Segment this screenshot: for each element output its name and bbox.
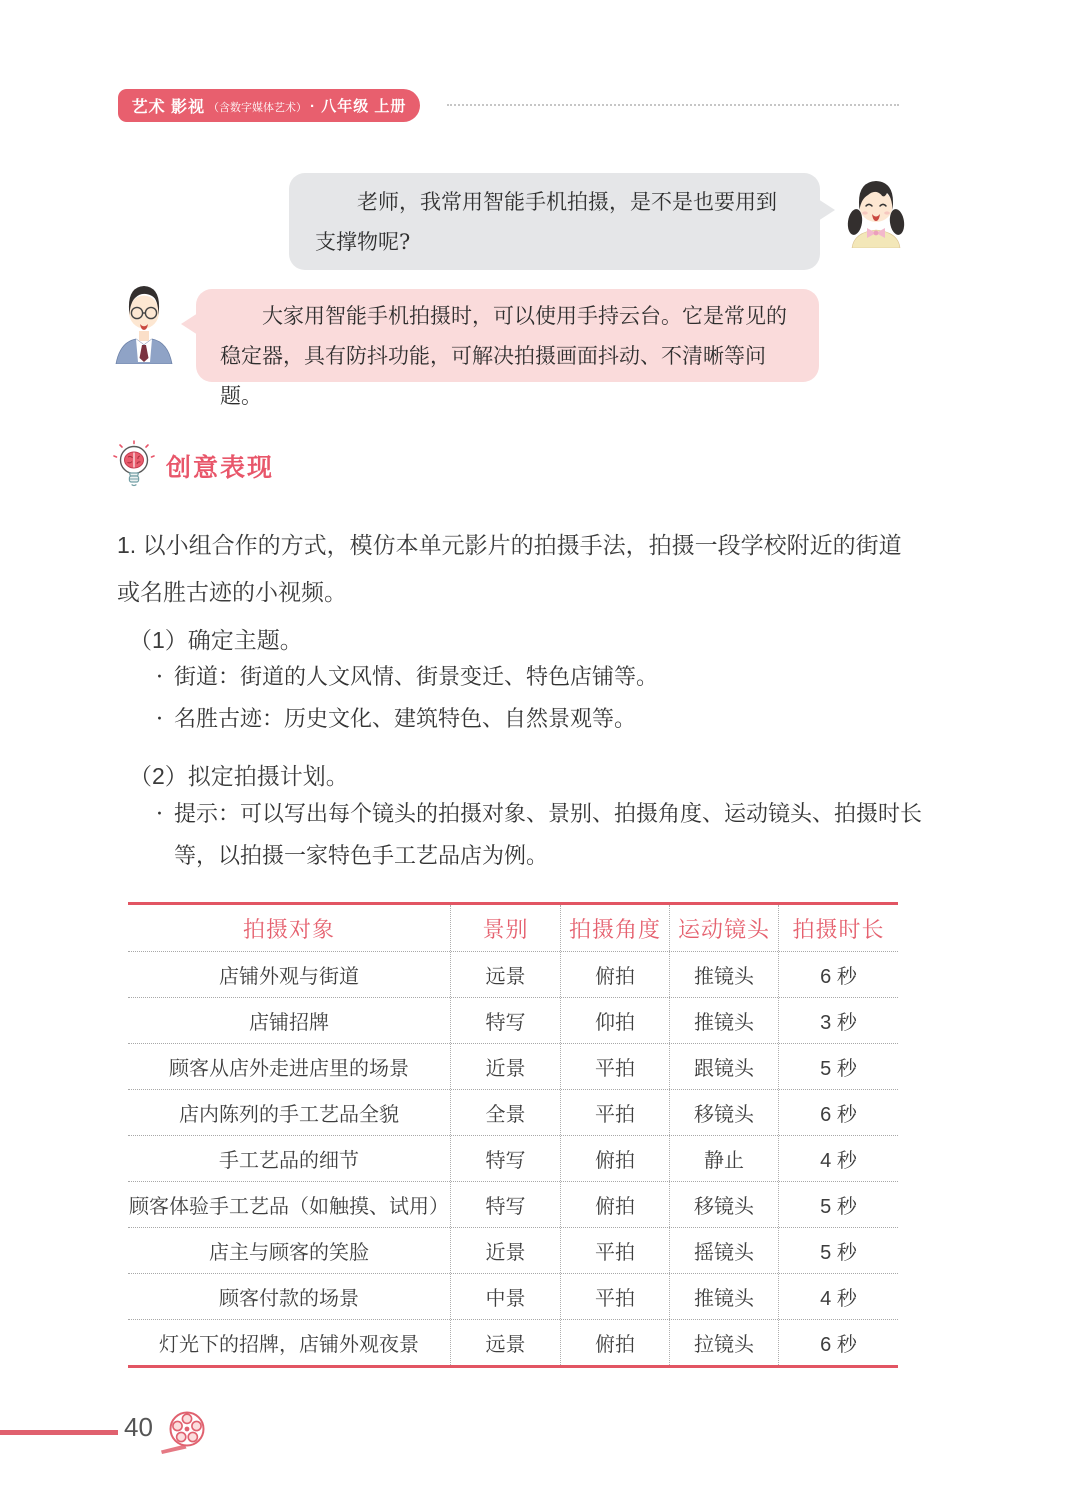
table-cell: 推镜头: [670, 952, 779, 997]
table-row: [128, 1227, 898, 1273]
badge-grade: · 八年级 上册: [310, 98, 407, 115]
bullet-heritage: [138, 699, 922, 741]
footer-red-bar: [0, 1430, 118, 1435]
table-cell: 远景: [451, 952, 561, 997]
table-cell: 拉镜头: [670, 1320, 779, 1365]
table-cell: 顾客付款的场景: [128, 1274, 451, 1319]
bullet-hint: [138, 794, 922, 878]
table-cell: 平拍: [561, 1090, 670, 1135]
column-header: 拍摄时长: [792, 916, 885, 942]
badge-subtitle: （含数字媒体艺术）: [208, 101, 308, 114]
table-cell: 4 秒: [820, 1150, 857, 1172]
step-2-label: （2）拟定拍摄计划。: [129, 763, 349, 789]
page-number: 40: [124, 1412, 153, 1442]
table-cell: 特写: [451, 998, 561, 1043]
table-cell: 6 秒: [820, 966, 857, 988]
table-row: [128, 1089, 898, 1135]
table-cell: 移镜头: [670, 1182, 779, 1227]
badge-subject: 艺术 影视: [131, 99, 206, 116]
table-cell: 3 秒: [820, 1012, 857, 1034]
table-cell: 店内陈列的手工艺品全貌: [128, 1090, 451, 1135]
bullet-dot: ·: [156, 707, 163, 732]
bullet-street-text: 街道：街道的人文风情、街景变迁、特色店铺等。: [174, 665, 659, 690]
table-cell: 推镜头: [670, 1274, 779, 1319]
film-reel-icon: [160, 1404, 206, 1461]
table-cell: 店铺外观与街道: [128, 952, 451, 997]
table-cell: 推镜头: [670, 998, 779, 1043]
table-cell: 6 秒: [820, 1334, 857, 1356]
table-cell: 平拍: [561, 1044, 670, 1089]
column-header: 拍摄对象: [128, 905, 451, 951]
table-cell: 俯拍: [561, 1182, 670, 1227]
table-row: [128, 1319, 898, 1365]
student-speech-bubble: [289, 173, 820, 270]
table-row: [128, 1043, 898, 1089]
table-row: [128, 1273, 898, 1319]
teacher-speech-bubble: [196, 289, 819, 408]
bullet-dot: ·: [156, 802, 163, 827]
bullet-heritage-text: 名胜古迹：历史文化、建筑特色、自然景观等。: [174, 707, 637, 732]
table-cell: 4 秒: [820, 1288, 857, 1310]
lightbulb-brain-icon: [112, 440, 156, 492]
table-cell: 特写: [451, 1136, 561, 1181]
table-cell: 俯拍: [561, 952, 670, 997]
column-header: 运动镜头: [670, 905, 779, 951]
table-cell: 特写: [451, 1182, 561, 1227]
shooting-plan-table: [128, 902, 898, 1368]
chapter-header-badge: [118, 89, 420, 122]
table-cell: 静止: [670, 1136, 779, 1181]
teacher-avatar: [112, 282, 176, 369]
table-row: [128, 997, 898, 1043]
step-1-label: （1）确定主题。: [129, 627, 303, 653]
table-cell: 6 秒: [820, 1104, 857, 1126]
section-title: 创意表现: [166, 454, 275, 482]
table-header-row: [128, 905, 898, 951]
header-dotted-rule: [447, 104, 899, 106]
table-cell: 近景: [451, 1044, 561, 1089]
table-row: [128, 951, 898, 997]
table-cell: 摇镜头: [670, 1228, 779, 1273]
table-cell: 店主与顾客的笑脸: [128, 1228, 451, 1273]
table-cell: 远景: [451, 1320, 561, 1365]
student-speech-text: 老师，我常用智能手机拍摄，是不是也要用到支撑物呢?: [315, 190, 777, 254]
shooting-plan-body: [128, 951, 898, 1365]
task-item-1: 1. 以小组合作的方式，模仿本单元影片的拍摄手法，拍摄一段学校附近的街道或名胜古迹的小视频。: [117, 532, 902, 605]
column-header: 景别: [451, 905, 561, 951]
table-cell: 店铺招牌: [128, 998, 451, 1043]
table-cell: 中景: [451, 1274, 561, 1319]
table-cell: 近景: [451, 1228, 561, 1273]
table-cell: 平拍: [561, 1228, 670, 1273]
table-cell: 跟镜头: [670, 1044, 779, 1089]
table-cell: 5 秒: [820, 1242, 857, 1264]
table-cell: 俯拍: [561, 1136, 670, 1181]
table-cell: 灯光下的招牌，店铺外观夜景: [128, 1320, 451, 1365]
table-cell: 5 秒: [820, 1196, 857, 1218]
bullet-dot: ·: [156, 665, 163, 690]
bullet-street: [138, 657, 922, 699]
table-cell: 平拍: [561, 1274, 670, 1319]
table-cell: 顾客从店外走进店里的场景: [128, 1044, 451, 1089]
bullet-hint-text: 提示：可以写出每个镜头的拍摄对象、景别、拍摄角度、运动镜头、拍摄时长等，以拍摄一家特色手工艺品店为例。: [174, 802, 923, 869]
table-row: [128, 1181, 898, 1227]
table-cell: 顾客体验手工艺品（如触摸、试用）: [128, 1182, 451, 1227]
girl-avatar-icon: [846, 176, 906, 248]
teacher-avatar-icon: [112, 282, 176, 364]
table-cell: 5 秒: [820, 1058, 857, 1080]
column-header: 拍摄角度: [561, 905, 670, 951]
table-row: [128, 1135, 898, 1181]
section-header: [112, 440, 274, 492]
table-cell: 移镜头: [670, 1090, 779, 1135]
table-cell: 全景: [451, 1090, 561, 1135]
table-cell: 俯拍: [561, 1320, 670, 1365]
table-cell: 仰拍: [561, 998, 670, 1043]
table-cell: 手工艺品的细节: [128, 1136, 451, 1181]
girl-student-avatar: [846, 176, 906, 253]
teacher-speech-text: 大家用智能手机拍摄时，可以使用手持云台。它是常见的稳定器，具有防抖功能，可解决拍摄画面抖动、不清晰等问题。: [220, 304, 787, 408]
